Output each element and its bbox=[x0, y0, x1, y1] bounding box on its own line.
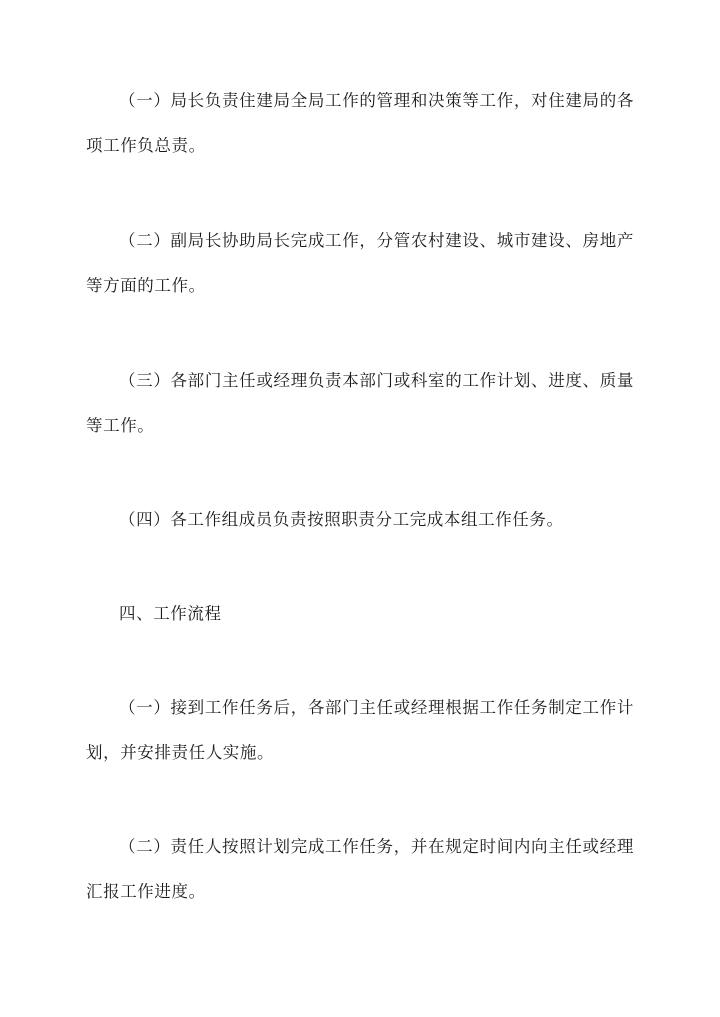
duty-paragraph-4: （四）各工作组成员负责按照职责分工完成本组工作任务。 bbox=[119, 510, 564, 529]
flow-paragraph-1: （一）接到工作任务后，各部门主任或经理根据工作任务制定工作计划，并安排责任人实施。 bbox=[86, 698, 634, 762]
flow-paragraph-2: （二）责任人按照计划完成工作任务，并在规定时间内向主任或经理汇报工作进度。 bbox=[86, 837, 634, 901]
duty-paragraph-1: （一）局长负责住建局全局工作的管理和决策等工作，对住建局的各项工作负总责。 bbox=[86, 91, 634, 155]
section-heading-workflow: 四、工作流程 bbox=[119, 604, 222, 623]
duty-paragraph-3: （三）各部门主任或经理负责本部门或科室的工作计划、进度、质量等工作。 bbox=[86, 371, 634, 435]
duty-paragraph-2: （二）副局长协助局长完成工作，分管农村建设、城市建设、房地产等方面的工作。 bbox=[86, 231, 634, 295]
